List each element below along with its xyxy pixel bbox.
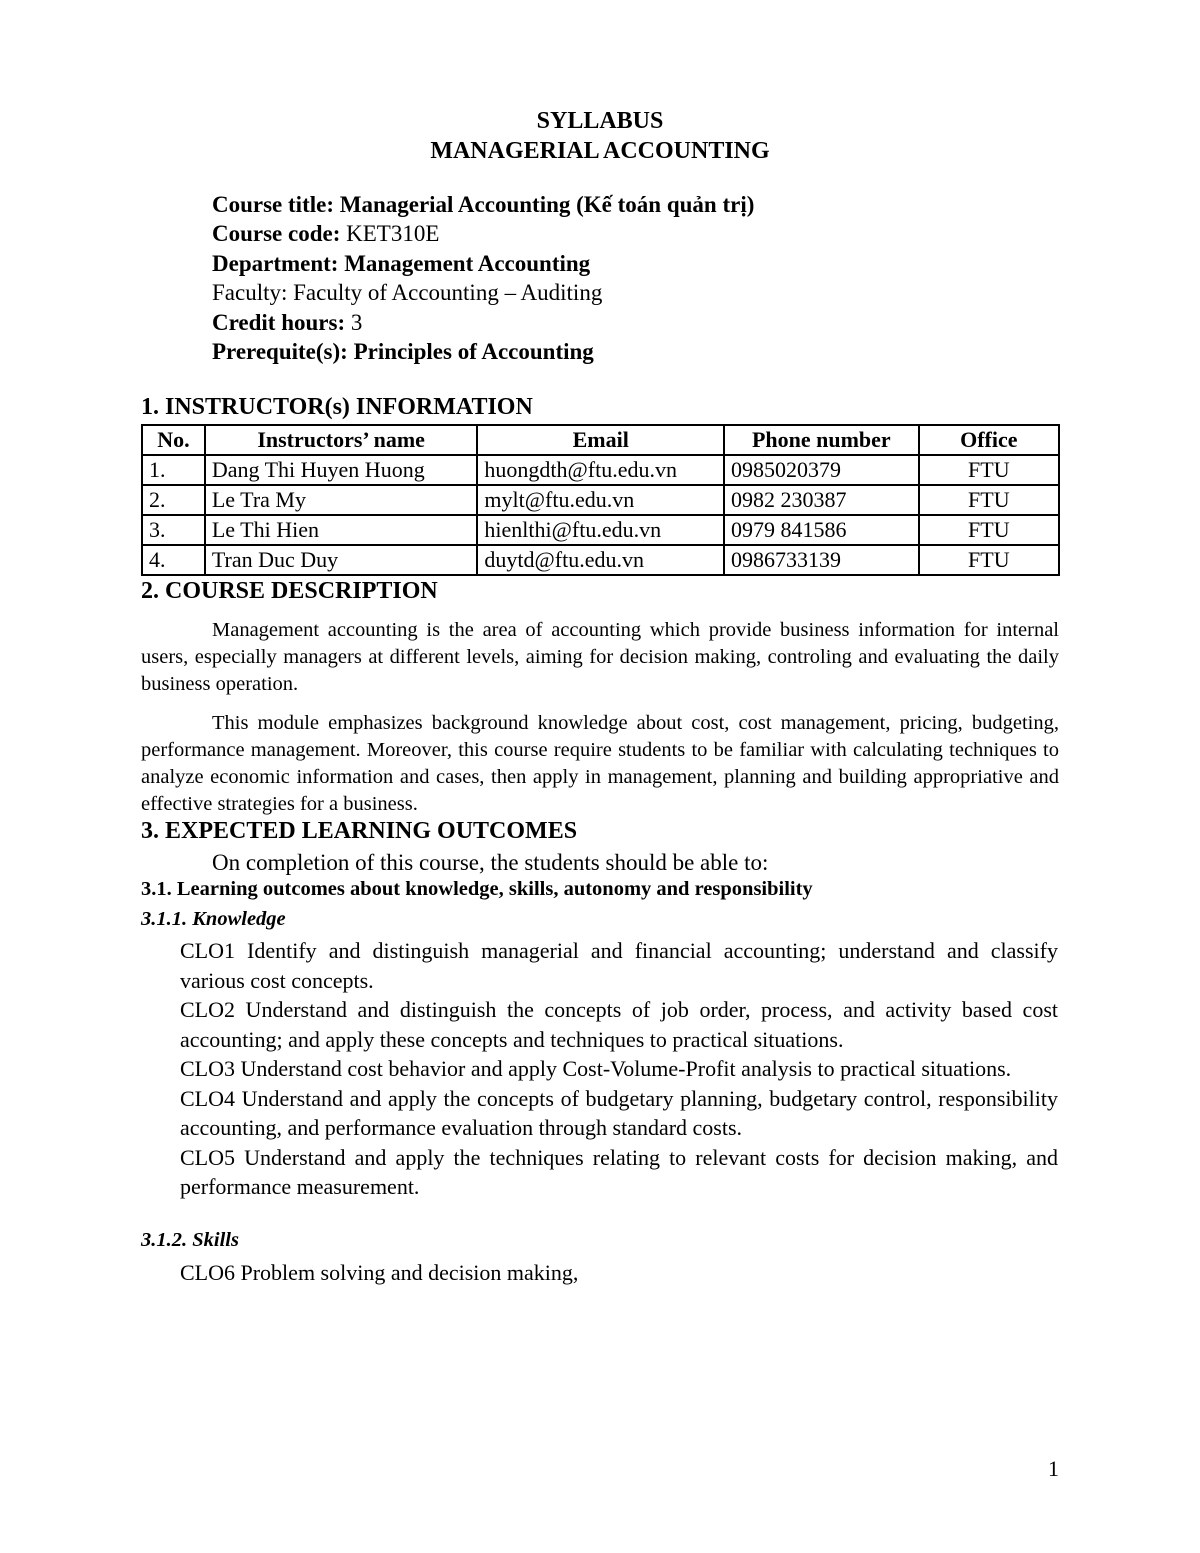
cell-email[interactable]: huongdth@ftu.edu.vn [477, 455, 724, 485]
cell-office: FTU [919, 455, 1059, 485]
cell-phone: 0986733139 [724, 545, 919, 575]
cell-email[interactable]: mylt@ftu.edu.vn [477, 485, 724, 515]
course-title-label: Course title: [212, 192, 334, 217]
column-header-no: No. [142, 425, 205, 455]
outcomes-lead: On completion of this course, the students should be able to: [212, 850, 769, 875]
column-header-email: Email [477, 425, 724, 455]
description-paragraph-1 [141, 617, 1059, 698]
cell-email[interactable]: hienlthi@ftu.edu.vn [477, 515, 724, 545]
course-code-row [212, 219, 754, 248]
table-header-row [142, 425, 1059, 455]
instructor-table [141, 424, 1060, 576]
table-row [142, 515, 1059, 545]
cell-no: 3. [142, 515, 205, 545]
credit-hours-value: 3 [350, 309, 363, 335]
document-title-block [0, 106, 1200, 166]
cell-no: 1. [142, 455, 205, 485]
table-row [142, 455, 1059, 485]
cell-no: 4. [142, 545, 205, 575]
section-heading-outcomes: 3. EXPECTED LEARNING OUTCOMES [141, 818, 578, 844]
department-row [212, 249, 754, 278]
subheading-knowledge: 3.1.1. Knowledge [141, 908, 286, 930]
cell-name: Le Thi Hien [205, 515, 478, 545]
department-label: Department: [212, 250, 339, 276]
column-header-name: Instructors’ name [205, 425, 478, 455]
course-code-label: Course code: [212, 221, 341, 247]
table-row [142, 485, 1059, 515]
course-code-value: KET310E [346, 221, 440, 247]
column-header-office: Office [919, 425, 1059, 455]
description-paragraph-2 [141, 710, 1059, 818]
course-info [212, 190, 754, 366]
prerequisite-value: Principles of Accounting [353, 339, 594, 365]
cell-office: FTU [919, 515, 1059, 545]
list-item: CLO3 Understand cost behavior and apply Cost-Volume-Profit analysis to practical situations. [180, 1056, 1012, 1081]
course-name-heading: MANAGERIAL ACCOUNTING [430, 138, 770, 164]
description-text-2: This module emphasizes background knowledge about cost, cost management, pricing, budgeting, performance management. Moreover, this course require students to be familiar with calculating techniques to analyze economic information and cases, then apply in management, planning and building appropriative and effective strategies for a business. [141, 712, 1059, 815]
course-title-row [212, 190, 754, 219]
prerequisite-label: Prerequite(s): [212, 339, 348, 365]
list-item: CLO2 Understand and distinguish the concepts of job order, process, and activity based cost accounting; and apply these concepts and techniques to practical situations. [180, 997, 1058, 1052]
faculty-row: Faculty: Faculty of Accounting – Auditing [212, 280, 603, 306]
credit-hours-row [212, 308, 754, 337]
cell-name: Dang Thi Huyen Huong [205, 455, 478, 485]
course-title-value: Managerial Accounting (Kế toán quản trị) [339, 192, 755, 217]
list-item: CLO4 Understand and apply the concepts of budgetary planning, budgetary control, responsibility accounting, and performance evaluation through standard costs. [180, 1085, 1058, 1140]
table-row [142, 545, 1059, 575]
list-item: CLO5 Understand and apply the techniques relating to relevant costs for decision making, and performance measurement. [180, 1144, 1058, 1199]
list-item: CLO1 Identify and distinguish managerial and financial accounting; understand and classify various cost concepts. [180, 938, 1058, 993]
section-heading-description: 2. COURSE DESCRIPTION [141, 578, 438, 604]
cell-name: Le Tra My [205, 485, 478, 515]
section-heading-instructors: 1. INSTRUCTOR(s) INFORMATION [141, 394, 533, 420]
knowledge-outcomes-list [180, 936, 1058, 1202]
cell-phone: 0979 841586 [724, 515, 919, 545]
subheading-skills: 3.1.2. Skills [141, 1229, 239, 1251]
page-number: 1 [1048, 1456, 1059, 1481]
list-item: CLO6 Problem solving and decision making, [180, 1260, 579, 1285]
cell-office: FTU [919, 545, 1059, 575]
description-text-1: Management accounting is the area of accounting which provide business information for internal users, especially managers at different levels, aiming for decision making, controling and evaluating the daily business operation. [141, 619, 1059, 695]
cell-phone: 0985020379 [724, 455, 919, 485]
prerequisite-row [212, 337, 754, 366]
department-value: Management Accounting [344, 250, 591, 276]
credit-hours-label: Credit hours: [212, 309, 346, 335]
subheading-3-1: 3.1. Learning outcomes about knowledge, skills, autonomy and responsibility [141, 878, 813, 900]
cell-phone: 0982 230387 [724, 485, 919, 515]
cell-email[interactable]: duytd@ftu.edu.vn [477, 545, 724, 575]
cell-name: Tran Duc Duy [205, 545, 478, 575]
cell-office: FTU [919, 485, 1059, 515]
document-title: SYLLABUS [536, 108, 664, 134]
cell-no: 2. [142, 485, 205, 515]
column-header-phone: Phone number [724, 425, 919, 455]
